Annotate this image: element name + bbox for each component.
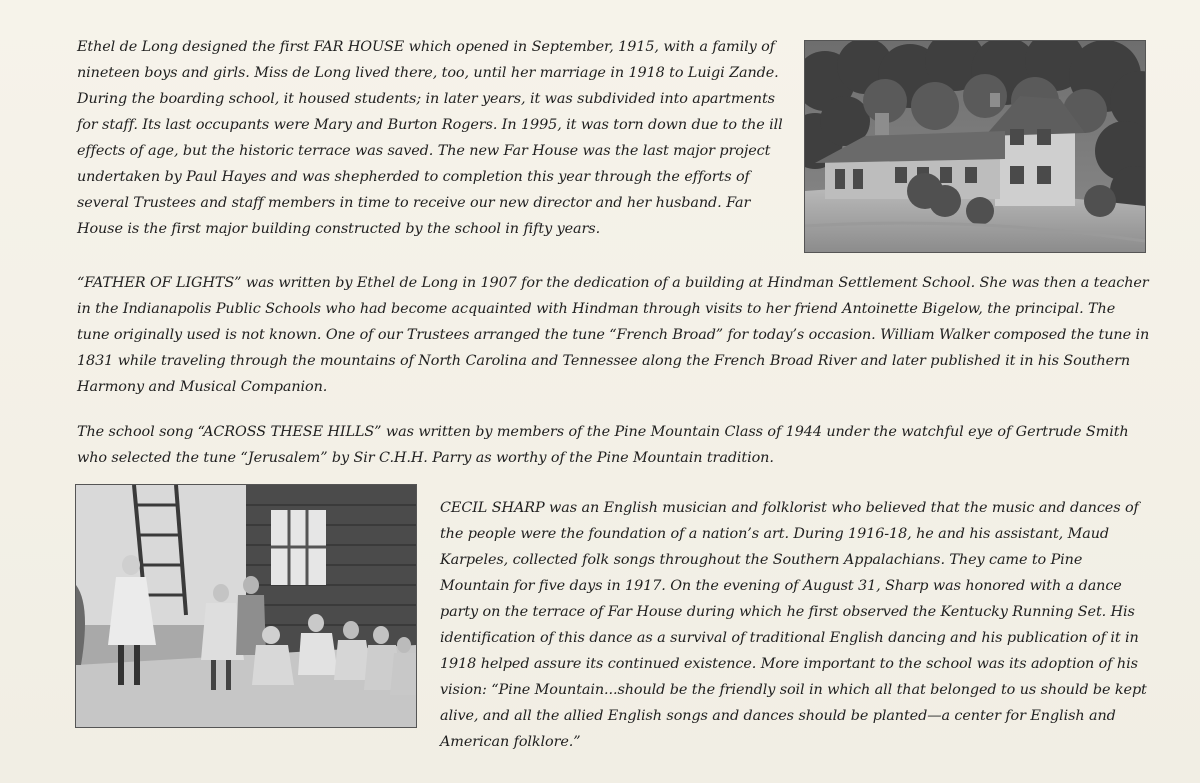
far-house-paragraph: Ethel de Long designed the first FAR HOUSE which opened in September, 1915, with a family of nineteen boys and girls. Miss de Long lived there, too, until her marriage in 1918 to Luigi Zande. During the boarding school, it housed students; in later years, it was subdivided into apartments for staff. Its last occupants were Mary and Burton Rogers. In 1995, it was torn down due to the ill effects of age, but the historic terrace was saved. The new Far House was the last major project undertaken by Paul Hayes and was shepherded to completion this year through the efforts of several Trustees and staff members in time to receive our new director and her husband. Far House is the first major building constructed by the school in fifty years. bbox=[77, 39, 783, 237]
father-of-lights-paragraph: “FATHER OF LIGHTS” was written by Ethel de Long in 1907 for the dedication of a building at Hindman Settlement School. She was then a teacher in the Indianapolis Public Schools who had become acquainted with Hindman through visits to her friend Antoinette Bigelow, the principal. The tune originally used is not known. One of our Trustees arranged the tune “French Broad” for today’s occasion. William Walker composed the tune in 1831 while traveling through the mountains of North Carolina and Tennessee along the French Broad River and later published it in his Southern Harmony and Musical Companion. bbox=[77, 275, 1150, 395]
cecil-sharp-paragraph: CECIL SHARP was an English musician and folklorist who believed that the music and dances of the people were the foundation of a nation’s art. During 1916-18, he and his assistant, Maud Karpeles, collected folk songs throughout the Southern Appalachians. They came to Pine Mountain for five days in 1917. On the evening of August 31, Sharp was honored with a dance party on the terrace of Far House during which he first observed the Kentucky Running Set. His identification of this dance as a survival of traditional English dancing and his publication of it in 1918 helped assure its continued existence. More important to the school was its adoption of his vision: “Pine Mountain...should be the friendly soil in which all that belonged to us should be kept alive, and all the allied English songs and dances should be planted—a center for English and American folklore.” bbox=[440, 500, 1147, 750]
children-on-terrace-photo bbox=[75, 484, 417, 728]
far-house-photo bbox=[804, 40, 1146, 253]
school-song-paragraph: The school song “ACROSS THESE HILLS” was written by members of the Pine Mountain Class of 1944 under the watchful eye of Gertrude Smith who selected the tune “Jerusalem” by Sir C.H.H. Parry as worthy of the Pine Mountain tradition. bbox=[77, 424, 1129, 466]
